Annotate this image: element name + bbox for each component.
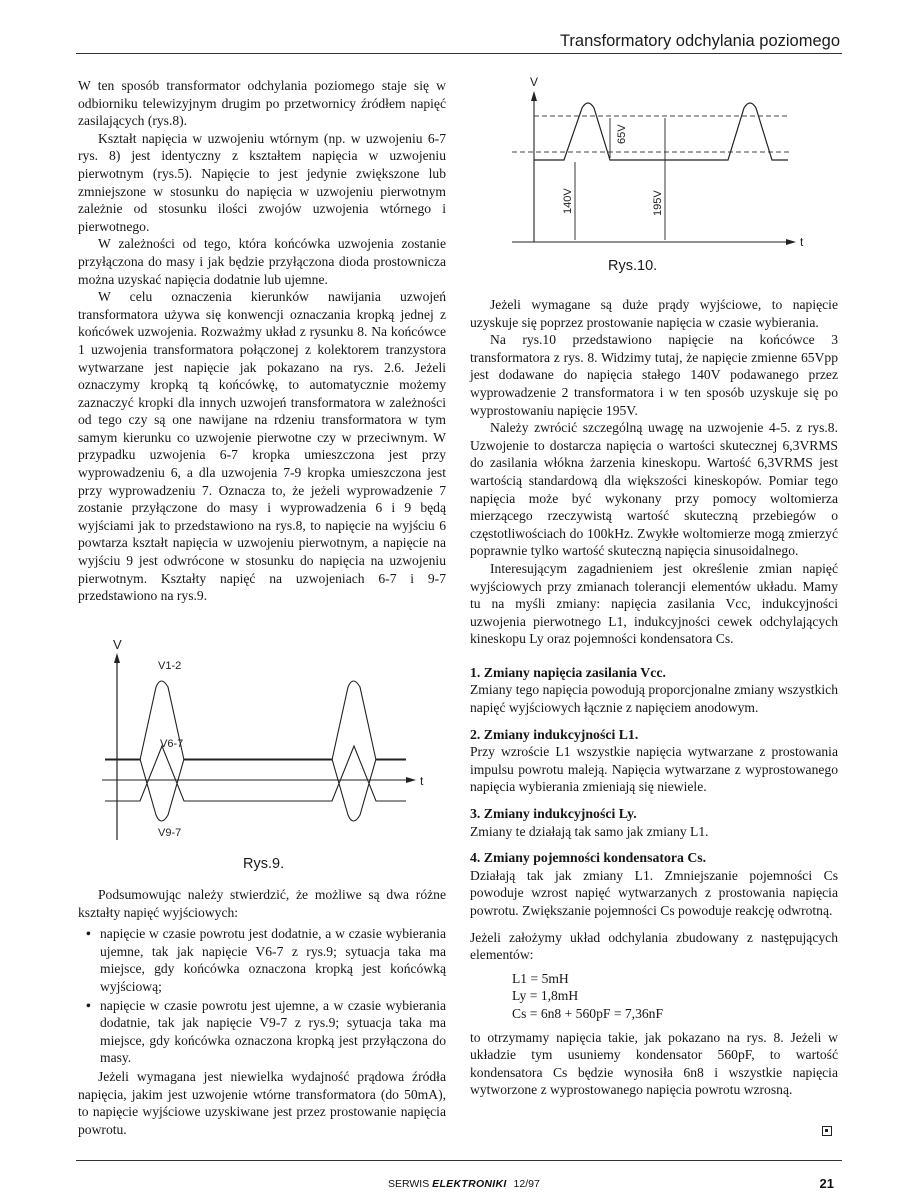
- section-4: [470, 849, 838, 919]
- left-column-bottom: [78, 886, 446, 1138]
- right-paragraph-5: Jeżeli założymy układ odchylania zbudowany z następujących elementów:: [470, 929, 838, 963]
- fig10-t-axis-arrow: [786, 239, 796, 245]
- left-column: [78, 77, 446, 605]
- right-column: [470, 296, 838, 1099]
- fig10-label-195v: 195V: [652, 190, 664, 216]
- footer-magazine-prefix: SERWIS: [388, 1178, 430, 1190]
- figure-10-diagram: [510, 72, 840, 252]
- right-paragraph-3: Należy zwrócić szczególną uwagę na uzwojenie 4-5. z rys.8. Uzwojenie to dostarcza napięcia o wartości skutecznej 6,3VRMS do zasilania włókna żarzenia kineskopu. Wartość 6,3VRMS jest wartością standardową dla większości kineskopów. Pomiar tego napięcia może być wykonany przy pomocy woltomierza mierzącego rzeczywistą wartość skuteczną przebiegów o częstotliwościach do 100kHz. Zwykłe woltomierze mogą zmierzyć poprawnie tylko wartość skuteczną napięcia sinusoidalnego.: [470, 420, 838, 559]
- section-4-heading: 4. Zmiany pojemności kondensatora Cs.: [470, 850, 707, 866]
- section-2-text: Przy wzroście L1 wszystkie napięcia wytwarzane z prostowania impulsu powrotu maleją. Napięcia wytwarzane z wyprostowanego napięcia wybierania zmieniają się niewiele.: [470, 744, 838, 795]
- fig9-label-v97: V9-7: [158, 827, 182, 839]
- formula-cs: Cs = 6n8 + 560pF = 7,36nF: [512, 1005, 664, 1021]
- section-4-text: Działają tak jak zmiany L1. Zmniejszanie pojemności Cs powoduje wzrost napięć wytwarzanych z prostowania napięcia powrotu. Zwiększanie pojemności Cs powoduje reakcję odwrotną.: [470, 867, 838, 918]
- fig9-label-v12: V1-2: [158, 660, 182, 672]
- footer-page-number: 21: [819, 1176, 834, 1191]
- fig10-axis-t-label: t: [800, 235, 804, 249]
- fig10-label-140v: 140V: [562, 188, 574, 214]
- section-3-heading: 3. Zmiany indukcyjności Ly.: [470, 806, 637, 822]
- section-1: [470, 664, 838, 717]
- footer-magazine-name: ELEKTRONIKI: [432, 1178, 507, 1190]
- fig9-t-axis-arrow: [406, 777, 416, 783]
- fig10-axis-v-label: V: [530, 75, 539, 89]
- header-rule: [76, 53, 842, 54]
- left-paragraph-6: Jeżeli wymagana jest niewielka wydajność prądowa źródła napięcia, jakim jest uzwojenie wtórne transformatora (do 50mA), to napięcie wyjściowe uzyskiwane jest przez prostowanie napięcia powrotu.: [78, 1068, 446, 1137]
- figure-10-caption: Rys.10.: [608, 258, 658, 274]
- section-2-heading: 2. Zmiany indukcyjności L1.: [470, 726, 639, 742]
- component-values: [470, 970, 838, 1023]
- formula-l1: L1 = 5mH: [512, 970, 569, 986]
- fig10-label-65v: 65V: [616, 124, 628, 144]
- figure-9-diagram: [100, 635, 440, 850]
- output-shapes-list: [78, 925, 446, 1067]
- figure-9-caption: Rys.9.: [243, 856, 285, 872]
- section-1-text: Zmiany tego napięcia powodują proporcjonalne zmiany wszystkich napięć wyjściowych łącznie z napięciem anodowym.: [470, 682, 838, 716]
- fig9-label-v67: V6-7: [160, 738, 184, 750]
- left-paragraph-1: W ten sposób transformator odchylania poziomego staje się w odbiorniku telewizyjnym drugim po przetwornicy źródłem napięć zasilających (rys.8).: [78, 78, 446, 129]
- section-3: [470, 805, 838, 840]
- formula-ly: Ly = 1,8mH: [512, 988, 579, 1004]
- right-paragraph-1: Jeżeli wymagane są duże prądy wyjściowe, to napięcie uzyskuje się poprzez prostowanie napięcia w czasie wybierania.: [470, 297, 838, 330]
- bullet-text-1: napięcie w czasie powrotu jest dodatnie, a w czasie wybierania ujemne, tak jak napięcie V6-7 z rys.9; sytuacja taka ma miejsce, gdy końcówka oznaczona kropką jest końcówką wyjściową;: [100, 926, 446, 994]
- right-paragraph-6: to otrzymamy napięcia takie, jak pokazano na rys. 8. Jeżeli w układzie tym usuniemy kondensator 560pF, to wartość kondensatora Cs będzie wynosiła 6n8 i wszystkie napięcia wytworzone z wyprostowanego napięcia powrotu wzrosną.: [470, 1029, 838, 1098]
- fig9-axis-t-label: t: [420, 774, 424, 788]
- fig9-v-axis-arrow: [114, 653, 120, 663]
- footer-issue: 12/97: [513, 1178, 540, 1190]
- list-item: [78, 997, 446, 1067]
- footer-magazine: [388, 1178, 540, 1190]
- left-paragraph-5: Podsumowując należy stwierdzić, że możliwe są dwa różne kształty napięć wyjściowych:: [78, 887, 446, 920]
- list-item: [78, 925, 446, 995]
- page-header-title: Transformatory odchylania poziomego: [559, 32, 840, 50]
- article-end-mark: [822, 1126, 832, 1136]
- left-paragraph-3: W zależności od tego, która końcówka uzwojenia zostanie przyłączona do masy i jak będzie przyłączona dioda prostownicza można uzyskać napięcia dodatnie lub ujemne.: [78, 236, 446, 287]
- fig10-waveform: [534, 103, 788, 160]
- fig10-v-axis-arrow: [531, 91, 537, 101]
- left-paragraph-2: Kształt napięcia w uzwojeniu wtórnym (np. w uzwojeniu 6-7 rys. 8) jest identyczny z kształtem napięcia w uzwojeniu pierwotnym (rys.5). Napięcie to jest jedynie zwiększone lub zmniejszone w stosunku do napięcia w uzwojeniu pierwotnym zależnie od stosunku ilości zwojów uzwojenia wtórnego i pierwotnego.: [78, 130, 446, 234]
- footer-rule: [76, 1160, 842, 1161]
- fig9-v12-waveform: [105, 681, 406, 760]
- right-paragraph-2: Na rys.10 przedstawiono napięcie na końcówce 3 transformatora z rys. 8. Widzimy tutaj, że napięcie zmienne 65Vpp jest dodawane do napięcia stałego 140V podawanego przez wyprowadzenie 2 transformatora i w ten sposób uzyskuje się po wyprostowaniu napięcie 195V.: [470, 332, 838, 418]
- section-1-heading: 1. Zmiany napięcia zasilania Vcc.: [470, 664, 666, 680]
- fig9-axis-v-label: V: [113, 637, 122, 652]
- section-3-text: Zmiany te działają tak samo jak zmiany L1.: [470, 823, 709, 839]
- left-paragraph-4: W celu oznaczenia kierunków nawijania uzwojeń transformatora używa się konwencji oznaczania kropką jednej z końcówek uzwojenia. Rozważmy układ z rysunku 8. Na końcówce 1 uzwojenia transformatora połączonej z kolektorem tranzystora wytwarzane jest napięcie jak pokazano na rys. 2.6. Jeżeli oznaczymy kropką tą końcówkę, to automatycznie możemy zaznaczyć kropki dla innych uzwojeń transformatora w zależności od tego czy są one nawijane na rdzeniu transformatora w tym samym kierunku co uzwojenie pierwotne czy w przeciwnym. W przypadku uzwojenia 6-7 kropka umieszczona jest przy wyprowadzeniu 6, a dla uzwojenia 7-9 kropka umieszczona jest przy wyprowadzeniu 7. Oznacza to, że jeżeli wyprowadzenie 7 zostanie przyłączone do masy i wyprowadzenia 6 i 9 będą wyjściami jak to przedstawiono na rys.8, to napięcie na wyjściu 6 powtarza kształt napięcia w uzwojeniu pierwotnym, a napięcie na wyjściu 9 jest odwrócone w stosunku do napięcia na uzwojeniu pierwotnym. Kształty napięć na uzwojeniach 6-7 i 9-7 przedstawiono na rys.9.: [78, 289, 446, 604]
- bullet-text-2: napięcie w czasie powrotu jest ujemne, a w czasie wybierania dodatnie, tak jak napięcie V9-7 z rys.9; sytuacja taka ma miejsce, gdy końcówka oznaczona kropką jest przyłączona do masy.: [100, 997, 446, 1066]
- fig9-v97-waveform: [105, 759, 406, 821]
- section-2: [470, 726, 838, 796]
- right-paragraph-4: Interesującym zagadnieniem jest określenie zmian napięć wyjściowych przy zmianach tolerancji elementów układu. Mamy tu na myśli zmiany: napięcia zasilania Vcc, indukcyjności uzwojenia pierwotnego L1, indukcyjności cewek odchylających kineskopu Ly oraz pojemności kondensatora Cs.: [470, 560, 838, 647]
